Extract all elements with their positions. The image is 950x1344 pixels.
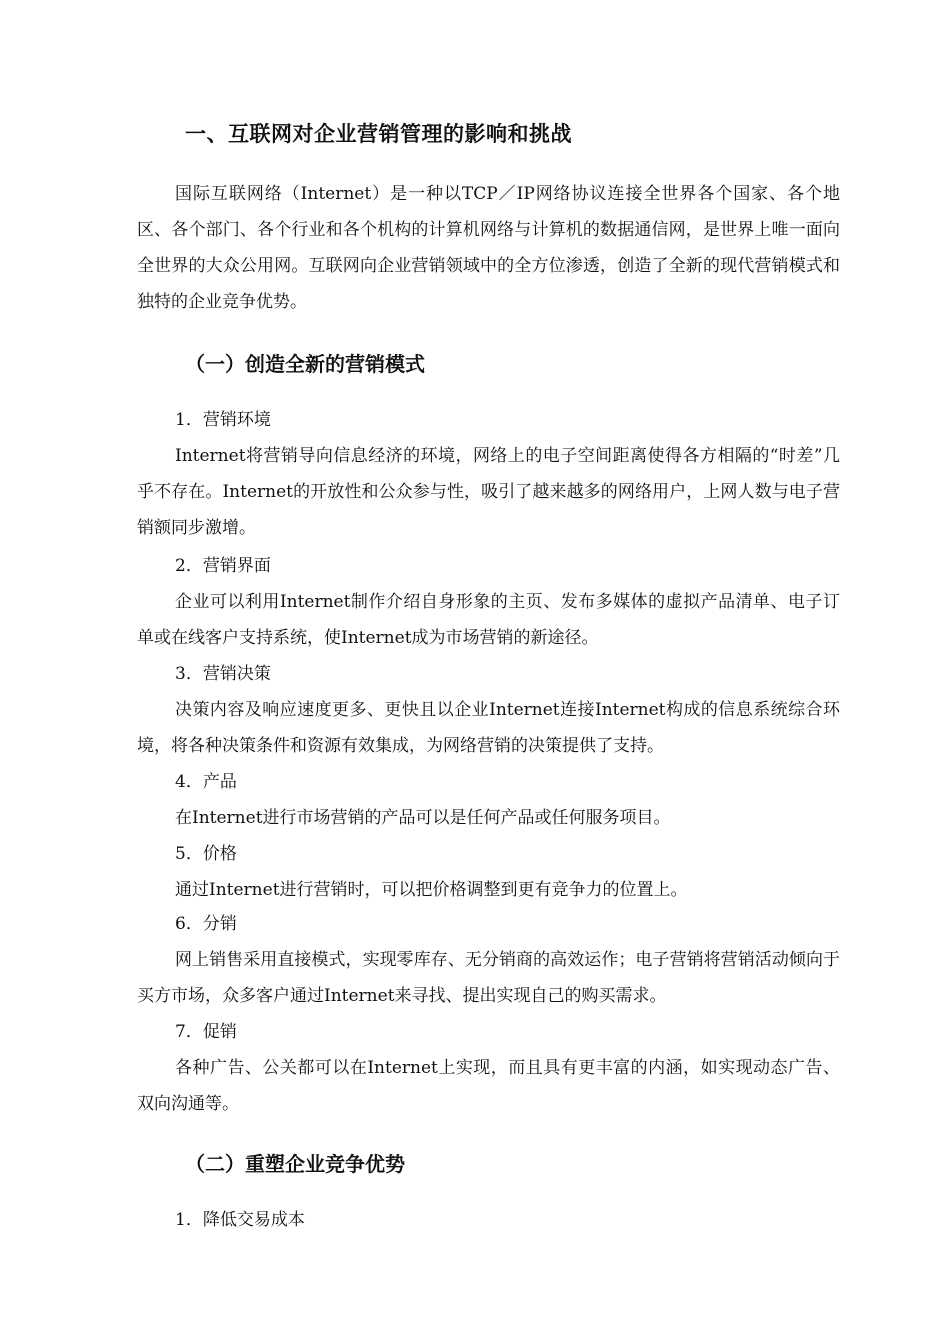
item-text-marketing-decision: 决策内容及响应速度更多、更快且以企业Internet连接Internet构成的信息系统综合环境，将各种决策条件和资源有效集成，为网络营销的决策提供了支持。 [137, 700, 840, 756]
item-label-marketing-environment: 1．营销环境 [175, 410, 271, 430]
item-text-price: 通过Internet进行营销时，可以把价格调整到更有竞争力的位置上。 [175, 880, 688, 900]
item-label-reduce-transaction-cost: 1．降低交易成本 [175, 1210, 305, 1230]
item-text-product: 在Internet进行市场营销的产品可以是任何产品或任何服务项目。 [175, 808, 671, 828]
item-label-product: 4．产品 [175, 772, 237, 792]
item-text-distribution: 网上销售采用直接模式，实现零库存、无分销商的高效运作；电子营销将营销活动倾向于买方市场，众多客户通过Internet来寻找、提出实现自己的购买需求。 [137, 950, 840, 1006]
item-text-marketing-environment: Internet将营销导向信息经济的环境，网络上的电子空间距离使得各方相隔的“时差”几乎不存在。Internet的开放性和公众参与性，吸引了越来越多的网络用户，上网人数与电子营销额同步激增。 [137, 446, 840, 538]
item-label-marketing-interface: 2．营销界面 [175, 556, 271, 576]
section-heading-1: （一）创造全新的营销模式 [185, 352, 425, 376]
item-label-distribution: 6．分销 [175, 914, 237, 934]
item-label-marketing-decision: 3．营销决策 [175, 664, 271, 684]
item-label-promotion: 7．促销 [175, 1022, 237, 1042]
heading-main: 一、互联网对企业营销管理的影响和挑战 [185, 122, 572, 146]
item-label-price: 5．价格 [175, 844, 237, 864]
item-text-promotion: 各种广告、公关都可以在Internet上实现，而且具有更丰富的内涵，如实现动态广告、双向沟通等。 [137, 1058, 840, 1114]
item-text-marketing-interface: 企业可以利用Internet制作介绍自身形象的主页、发布多媒体的虚拟产品清单、电子订单或在线客户支持系统，使Internet成为市场营销的新途径。 [137, 592, 840, 648]
section-heading-2: （二）重塑企业竞争优势 [185, 1152, 405, 1176]
intro-paragraph: 国际互联网络（Internet）是一种以TCP／IP网络协议连接全世界各个国家、各个地区、各个部门、各个行业和各个机构的计算机网络与计算机的数据通信网，是世界上唯一面向全世界的大众公用网。互联网向企业营销领域中的全方位渗透，创造了全新的现代营销模式和独特的企业竞争优势。 [137, 184, 840, 312]
